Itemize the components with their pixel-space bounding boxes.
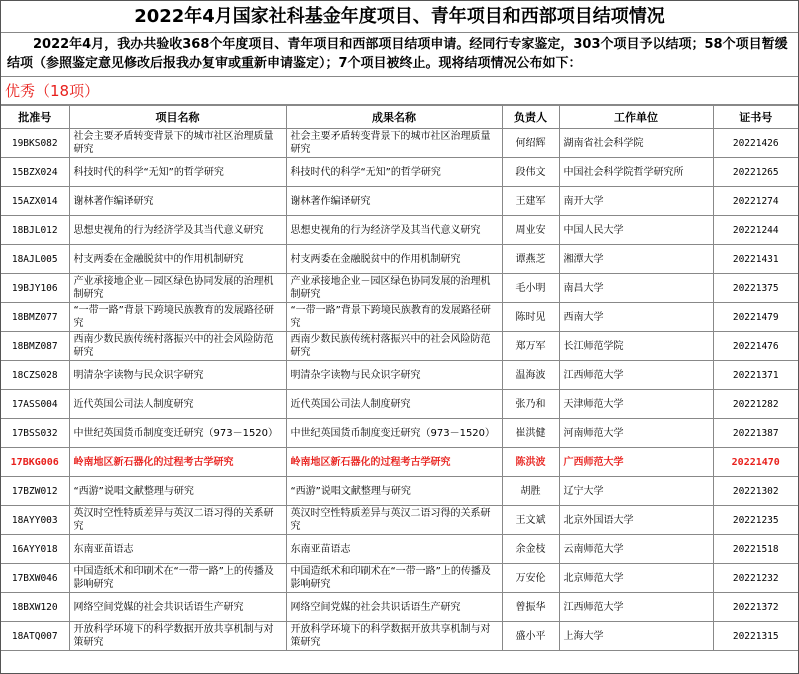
intro-paragraph: 2022年4月，我办共验收368个年度项目、青年项目和西部项目结项申请。经同行专家鉴定，303个项目予以结项；58个项目暂缓结项（参照鉴定意见修改后报我办复审或重新申请鉴定）；7个项目被终止。现将结项情况公布如下： bbox=[1, 33, 798, 77]
cell-batch-number: 19BJY106 bbox=[1, 274, 69, 303]
cell-work-unit: 南昌大学 bbox=[559, 274, 713, 303]
cell-certificate-number: 20221232 bbox=[713, 564, 798, 593]
cell-result-name: 思想史视角的行为经济学及其当代意义研究 bbox=[286, 216, 502, 245]
cell-batch-number: 18ATQ007 bbox=[1, 622, 69, 651]
cell-project-name: 开放科学环境下的科学数据开放共享机制与对策研究 bbox=[69, 622, 286, 651]
cell-work-unit: 天津师范大学 bbox=[559, 390, 713, 419]
col-header-result: 成果名称 bbox=[286, 106, 502, 129]
cell-result-name: 东南亚苗语志 bbox=[286, 535, 502, 564]
cell-project-name: 科技时代的科学“无知”的哲学研究 bbox=[69, 158, 286, 187]
cell-batch-number: 18BXW120 bbox=[1, 593, 69, 622]
section-heading-excellent: 优秀（18项） bbox=[1, 77, 798, 105]
cell-work-unit: 中国人民大学 bbox=[559, 216, 713, 245]
cell-result-name: 明清杂字读物与民众识字研究 bbox=[286, 361, 502, 390]
cell-certificate-number: 20221372 bbox=[713, 593, 798, 622]
cell-work-unit: 广西师范大学 bbox=[559, 448, 713, 477]
col-header-project: 项目名称 bbox=[69, 106, 286, 129]
cell-result-name: 社会主要矛盾转变背景下的城市社区治理质量研究 bbox=[286, 129, 502, 158]
cell-project-name: 思想史视角的行为经济学及其当代意义研究 bbox=[69, 216, 286, 245]
cell-work-unit: 江西师范大学 bbox=[559, 593, 713, 622]
cell-project-name: 近代英国公司法人制度研究 bbox=[69, 390, 286, 419]
cell-leader: 谭燕芝 bbox=[502, 245, 559, 274]
cell-result-name: 网络空间党媒的社会共识话语生产研究 bbox=[286, 593, 502, 622]
table-row bbox=[1, 129, 798, 158]
table-row bbox=[1, 216, 798, 245]
cell-certificate-number: 20221470 bbox=[713, 448, 798, 477]
cell-batch-number: 18BMZ077 bbox=[1, 303, 69, 332]
table-body bbox=[1, 129, 798, 651]
page-title: 2022年4月国家社科基金年度项目、青年项目和西部项目结项情况 bbox=[1, 1, 798, 33]
cell-result-name: 西南少数民族传统村落振兴中的社会风险防范研究 bbox=[286, 332, 502, 361]
cell-leader: 崔洪健 bbox=[502, 419, 559, 448]
cell-batch-number: 18AYY003 bbox=[1, 506, 69, 535]
table-row bbox=[1, 303, 798, 332]
cell-work-unit: 河南师范大学 bbox=[559, 419, 713, 448]
cell-certificate-number: 20221375 bbox=[713, 274, 798, 303]
cell-result-name: 村支两委在金融脱贫中的作用机制研究 bbox=[286, 245, 502, 274]
cell-certificate-number: 20221518 bbox=[713, 535, 798, 564]
cell-certificate-number: 20221265 bbox=[713, 158, 798, 187]
cell-batch-number: 17ASS004 bbox=[1, 390, 69, 419]
cell-leader: 段伟文 bbox=[502, 158, 559, 187]
cell-project-name: 西南少数民族传统村落振兴中的社会风险防范研究 bbox=[69, 332, 286, 361]
cell-work-unit: 上海大学 bbox=[559, 622, 713, 651]
cell-leader: 余金枝 bbox=[502, 535, 559, 564]
cell-project-name: 产业承接地企业－园区绿色协同发展的治理机制研究 bbox=[69, 274, 286, 303]
cell-batch-number: 18BMZ087 bbox=[1, 332, 69, 361]
col-header-unit: 工作单位 bbox=[559, 106, 713, 129]
cell-leader: 王建军 bbox=[502, 187, 559, 216]
cell-result-name: 中世纪英国货币制度变迁研究（973－1520） bbox=[286, 419, 502, 448]
cell-batch-number: 18AJL005 bbox=[1, 245, 69, 274]
table-row bbox=[1, 477, 798, 506]
col-header-leader: 负责人 bbox=[502, 106, 559, 129]
cell-certificate-number: 20221387 bbox=[713, 419, 798, 448]
cell-result-name: 谢林著作编译研究 bbox=[286, 187, 502, 216]
table-row bbox=[1, 506, 798, 535]
cell-result-name: “西游”说唱文献整理与研究 bbox=[286, 477, 502, 506]
cell-leader: 陈洪波 bbox=[502, 448, 559, 477]
cell-project-name: 东南亚苗语志 bbox=[69, 535, 286, 564]
table-row bbox=[1, 390, 798, 419]
cell-result-name: 产业承接地企业－园区绿色协同发展的治理机制研究 bbox=[286, 274, 502, 303]
table-row bbox=[1, 419, 798, 448]
col-header-batch: 批准号 bbox=[1, 106, 69, 129]
cell-batch-number: 15AZX014 bbox=[1, 187, 69, 216]
cell-work-unit: 辽宁大学 bbox=[559, 477, 713, 506]
cell-leader: 陈时见 bbox=[502, 303, 559, 332]
cell-leader: 温海波 bbox=[502, 361, 559, 390]
cell-batch-number: 18CZS028 bbox=[1, 361, 69, 390]
table-row bbox=[1, 187, 798, 216]
cell-batch-number: 15BZX024 bbox=[1, 158, 69, 187]
table-row bbox=[1, 332, 798, 361]
cell-certificate-number: 20221315 bbox=[713, 622, 798, 651]
cell-project-name: 中国造纸术和印刷术在“一带一路”上的传播及影响研究 bbox=[69, 564, 286, 593]
cell-work-unit: 北京外国语大学 bbox=[559, 506, 713, 535]
cell-leader: 周业安 bbox=[502, 216, 559, 245]
cell-work-unit: 西南大学 bbox=[559, 303, 713, 332]
cell-work-unit: 长江师范学院 bbox=[559, 332, 713, 361]
cell-batch-number: 17BXW046 bbox=[1, 564, 69, 593]
cell-leader: 何绍辉 bbox=[502, 129, 559, 158]
cell-leader: 胡胜 bbox=[502, 477, 559, 506]
cell-leader: 张乃和 bbox=[502, 390, 559, 419]
cell-leader: 王文斌 bbox=[502, 506, 559, 535]
cell-result-name: 中国造纸术和印刷术在“一带一路”上的传播及影响研究 bbox=[286, 564, 502, 593]
cell-result-name: “一带一路”背景下跨境民族教育的发展路径研究 bbox=[286, 303, 502, 332]
table-row bbox=[1, 245, 798, 274]
cell-work-unit: 云南师范大学 bbox=[559, 535, 713, 564]
cell-certificate-number: 20221244 bbox=[713, 216, 798, 245]
cell-certificate-number: 20221431 bbox=[713, 245, 798, 274]
cell-work-unit: 中国社会科学院哲学研究所 bbox=[559, 158, 713, 187]
table-row bbox=[1, 448, 798, 477]
cell-project-name: 英汉时空性特质差异与英汉二语习得的关系研究 bbox=[69, 506, 286, 535]
cell-batch-number: 17BKG006 bbox=[1, 448, 69, 477]
cell-project-name: 中世纪英国货币制度变迁研究（973－1520） bbox=[69, 419, 286, 448]
cell-batch-number: 16AYY018 bbox=[1, 535, 69, 564]
table-row bbox=[1, 622, 798, 651]
cell-leader: 毛小明 bbox=[502, 274, 559, 303]
cell-certificate-number: 20221479 bbox=[713, 303, 798, 332]
cell-work-unit: 湘潭大学 bbox=[559, 245, 713, 274]
table-row bbox=[1, 361, 798, 390]
table-row bbox=[1, 274, 798, 303]
cell-project-name: 网络空间党媒的社会共识话语生产研究 bbox=[69, 593, 286, 622]
cell-project-name: 明清杂字读物与民众识字研究 bbox=[69, 361, 286, 390]
cell-certificate-number: 20221371 bbox=[713, 361, 798, 390]
cell-result-name: 开放科学环境下的科学数据开放共享机制与对策研究 bbox=[286, 622, 502, 651]
cell-result-name: 英汉时空性特质差异与英汉二语习得的关系研究 bbox=[286, 506, 502, 535]
cell-project-name: 社会主要矛盾转变背景下的城市社区治理质量研究 bbox=[69, 129, 286, 158]
cell-certificate-number: 20221302 bbox=[713, 477, 798, 506]
col-header-cert: 证书号 bbox=[713, 106, 798, 129]
cell-work-unit: 南开大学 bbox=[559, 187, 713, 216]
table-row bbox=[1, 535, 798, 564]
cell-project-name: 岭南地区新石器化的过程考古学研究 bbox=[69, 448, 286, 477]
cell-result-name: 岭南地区新石器化的过程考古学研究 bbox=[286, 448, 502, 477]
cell-batch-number: 17BZW012 bbox=[1, 477, 69, 506]
cell-leader: 郑万军 bbox=[502, 332, 559, 361]
cell-work-unit: 江西师范大学 bbox=[559, 361, 713, 390]
cell-leader: 盛小平 bbox=[502, 622, 559, 651]
cell-project-name: “一带一路”背景下跨境民族教育的发展路径研究 bbox=[69, 303, 286, 332]
cell-result-name: 近代英国公司法人制度研究 bbox=[286, 390, 502, 419]
cell-leader: 曾振华 bbox=[502, 593, 559, 622]
table-header-row bbox=[1, 106, 798, 129]
cell-project-name: “西游”说唱文献整理与研究 bbox=[69, 477, 286, 506]
cell-certificate-number: 20221235 bbox=[713, 506, 798, 535]
cell-result-name: 科技时代的科学“无知”的哲学研究 bbox=[286, 158, 502, 187]
table-row bbox=[1, 564, 798, 593]
cell-certificate-number: 20221274 bbox=[713, 187, 798, 216]
cell-batch-number: 17BSS032 bbox=[1, 419, 69, 448]
cell-work-unit: 北京师范大学 bbox=[559, 564, 713, 593]
cell-batch-number: 18BJL012 bbox=[1, 216, 69, 245]
cell-certificate-number: 20221282 bbox=[713, 390, 798, 419]
table-row bbox=[1, 158, 798, 187]
cell-work-unit: 湖南省社会科学院 bbox=[559, 129, 713, 158]
cell-project-name: 谢林著作编译研究 bbox=[69, 187, 286, 216]
cell-batch-number: 19BKS082 bbox=[1, 129, 69, 158]
cell-certificate-number: 20221476 bbox=[713, 332, 798, 361]
cell-leader: 万安伦 bbox=[502, 564, 559, 593]
results-table bbox=[1, 105, 798, 651]
table-row bbox=[1, 593, 798, 622]
cell-certificate-number: 20221426 bbox=[713, 129, 798, 158]
cell-project-name: 村支两委在金融脱贫中的作用机制研究 bbox=[69, 245, 286, 274]
